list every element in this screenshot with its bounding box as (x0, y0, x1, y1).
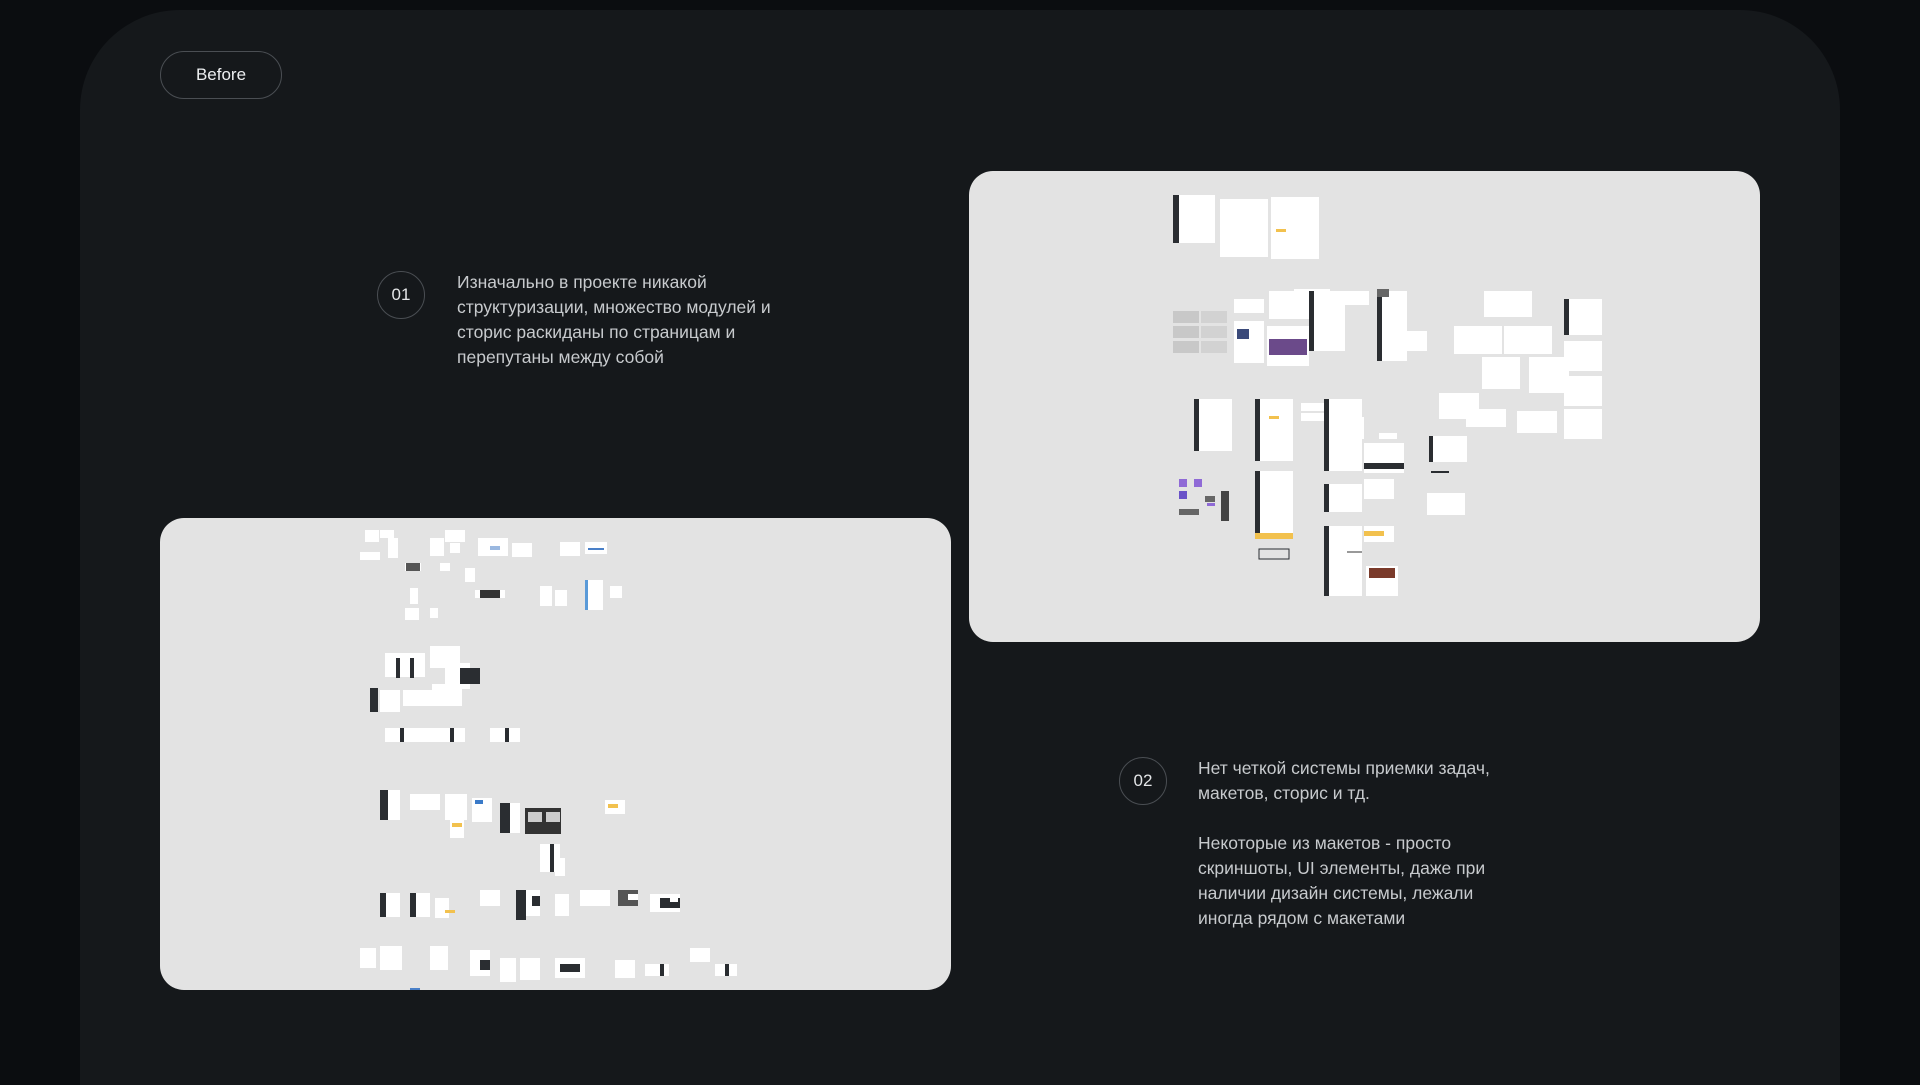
frame-cluster-gray-grid (1173, 311, 1227, 353)
point-text-02 (1198, 756, 1578, 931)
frame-cluster-middle (1234, 289, 1407, 366)
point-02-paragraph-1: Нет четкой системы приемки задач, макетов, сторис и тд. (1198, 758, 1490, 803)
point-number-01: 01 (377, 271, 425, 319)
frame-cluster-bottom (360, 890, 737, 990)
point-number-02: 02 (1119, 757, 1167, 805)
frame-cluster-icons (1179, 479, 1229, 521)
point-02-paragraph-2: Некоторые из макетов - просто скриншоты, UI элементы, даже при наличии дизайн системы, лежали иногда рядом с макетами (1198, 833, 1486, 928)
frame-cluster-lower (380, 790, 625, 876)
frame-cluster-top-left (1173, 195, 1319, 259)
canvas-thumbnails-bottom (160, 518, 951, 990)
frame-cluster-middle (370, 646, 520, 742)
figma-canvas-screenshot-top (969, 171, 1760, 642)
point-text-01 (457, 270, 837, 370)
canvas-thumbnails-top (969, 171, 1760, 642)
frame-cluster-top (360, 530, 622, 620)
point-01-paragraph: Изначально в проекте никакой структуризации, множество модулей и сторис раскиданы по страницам и перепутаны между собой (457, 272, 771, 367)
figma-canvas-screenshot-bottom (160, 518, 951, 990)
before-tag: Before (160, 51, 282, 99)
frame-cluster-right (1397, 291, 1602, 515)
